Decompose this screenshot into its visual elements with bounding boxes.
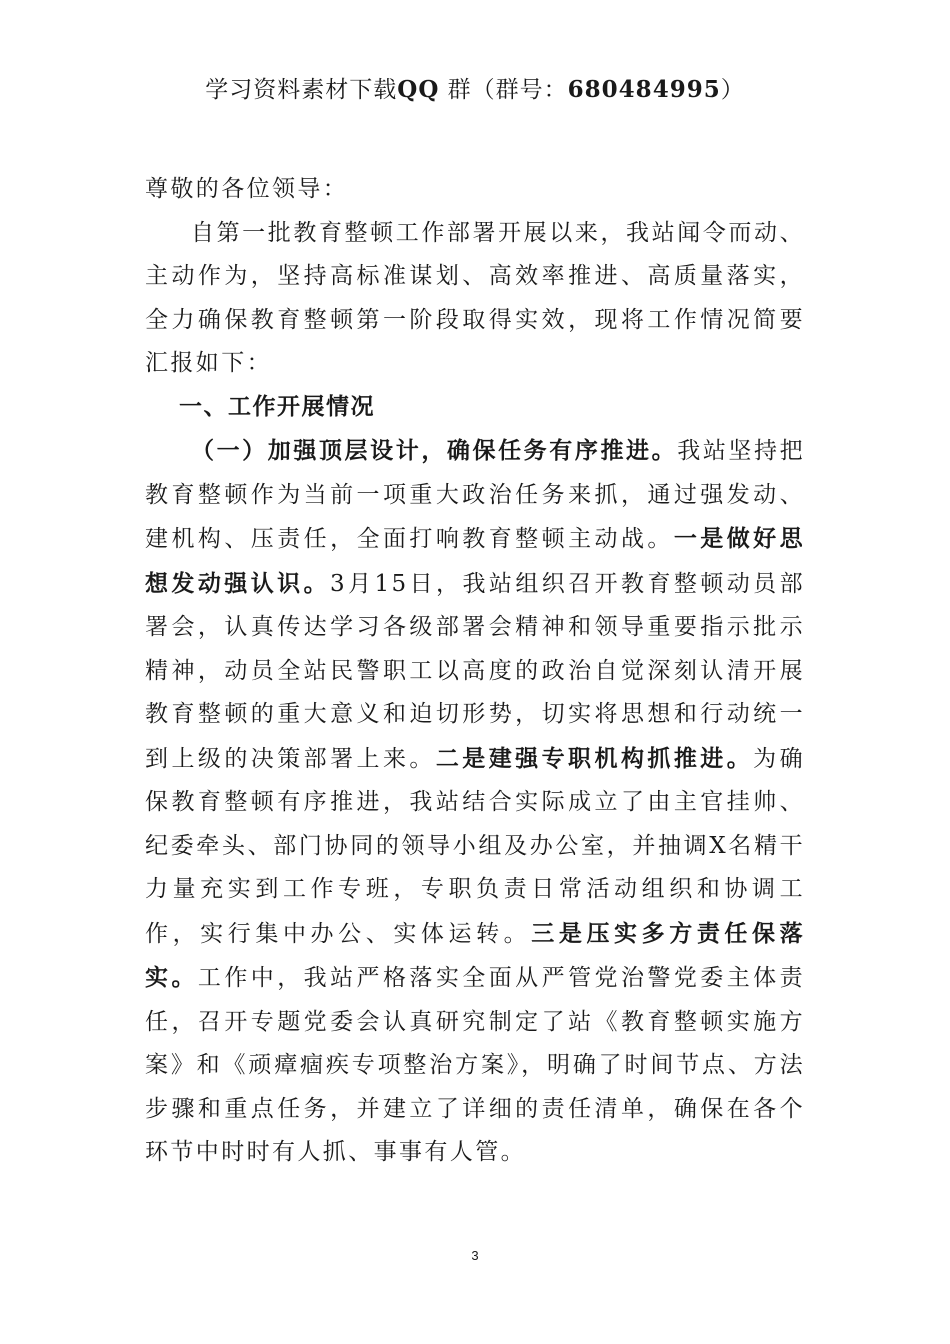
- page-header: [0, 74, 950, 106]
- header-group-open: 群（群号：: [439, 77, 568, 103]
- intro-paragraph: 自第一批教育整顿工作部署开展以来，我站闻令而动、主动作为，坚持高标准谋划、高效率推进、高质量落实，全力确保教育整顿第一阶段取得实效，现将工作情况简要汇报如下：: [145, 219, 805, 376]
- header-close: ）: [720, 77, 745, 103]
- paragraph-text: 3月15日，我站组织召开教育整顿动员部署会，认真传达学习各级部署会精神和领导重要指示批示精神，动员全站民警职工以高度的政治自觉深刻认清开展教育整顿的重大意义和迫切形势，切实将思想和行动统一到上级的决策部署上来。: [145, 570, 806, 772]
- document-body: [145, 168, 805, 1175]
- paragraph-lead: （一）加强顶层设计，确保任务有序推进。: [191, 437, 678, 464]
- paragraph-text: 我站坚持把教育整顿作为当前一项重大政治任务来抓，通过强发动、建机构、压责任，全面打响教育整顿主动战。: [145, 438, 805, 552]
- point-two: 二是建强专职机构抓推进。: [435, 744, 754, 772]
- paragraph-text: 为确保教育整顿有序推进，我站结合实际成立了由主官挂帅、纪委牵头、部门协同的领导小组及办公室，并抽调X名精干力量充实到工作专班，专职负责日常活动组织和协调工作，实行集中办公、实体运转。: [145, 745, 805, 947]
- salutation: 尊敬的各位领导：: [145, 176, 349, 202]
- header-prefix: 学习资料素材下载: [205, 77, 398, 103]
- page-number: 3: [471, 1248, 479, 1263]
- paragraph-text: 工作中，我站严格落实全面从严管党治警党委主体责任，召开专题党委会认真研究制定了站《教育整顿实施方案》和《顽瘴痼疾专项整治方案》，明确了时间节点、方法步骤和重点任务，并建立了详细的责任清单，确保在各个环节中时时有人抓、事事有人管。: [145, 965, 805, 1165]
- point-three: 三是压实多方责任保落实。: [145, 919, 805, 991]
- header-group-number: 680484995: [567, 76, 721, 103]
- paragraph-1: [145, 429, 805, 1175]
- section-heading: 一、工作开展情况: [179, 393, 375, 420]
- header-qq: QQ: [397, 76, 440, 103]
- point-one: 一是做好思想发动强认识。: [145, 525, 806, 597]
